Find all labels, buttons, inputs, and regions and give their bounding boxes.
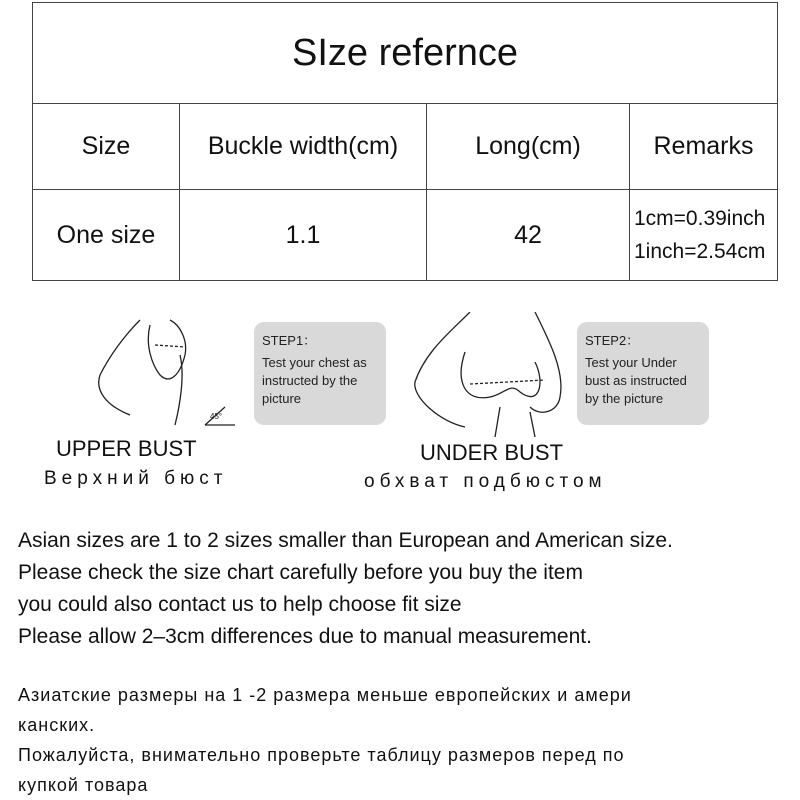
angle-label: 45° <box>210 412 223 421</box>
note-ru-1: Азиатские размеры на 1 -2 размера меньше европейских и амери <box>18 685 632 705</box>
note-ru-3: Пожалуйста, внимательно проверьте таблицу размеров перед по <box>18 745 625 765</box>
note-en-3: you could also contact us to help choose fit size <box>18 593 462 616</box>
cell-long: 42 <box>427 190 630 281</box>
remark-cm: 1cm=0.39inch <box>634 207 766 230</box>
english-notes <box>18 525 673 653</box>
table-title: SIze refernce <box>33 3 778 104</box>
under-bust-illustration <box>410 312 570 442</box>
note-ru-4: купкой товара <box>18 775 149 795</box>
step1-text: Test your chest as instructed by the picture <box>262 355 367 406</box>
step2-title: STEP2： <box>585 333 640 348</box>
cell-remarks <box>630 190 778 281</box>
size-table <box>32 2 778 281</box>
russian-notes <box>18 680 788 800</box>
step1-title: STEP1： <box>262 333 317 348</box>
upper-bust-label: UPPER BUST <box>56 436 197 461</box>
upper-bust-russian: Верхний бюст <box>44 468 228 489</box>
under-bust-label: UNDER BUST <box>420 440 564 465</box>
note-en-4: Please allow 2–3cm differences due to manual measurement. <box>18 625 592 648</box>
note-en-1: Asian sizes are 1 to 2 sizes smaller than European and American size. <box>18 529 673 552</box>
header-long: Long(cm) <box>427 104 630 190</box>
header-size: Size <box>33 104 180 190</box>
header-buckle-width: Buckle width(cm) <box>180 104 427 190</box>
step2-box <box>577 322 709 425</box>
note-en-2: Please check the size chart carefully before you buy the item <box>18 561 583 584</box>
note-ru-2: канских. <box>18 715 96 735</box>
under-bust-russian: обхват подбюстом <box>364 471 607 492</box>
header-remarks: Remarks <box>630 104 778 190</box>
step2-text: Test your Under bust as instructed by the picture <box>585 355 687 406</box>
cell-buckle: 1.1 <box>180 190 427 281</box>
step1-box <box>254 322 386 425</box>
cell-size: One size <box>33 190 180 281</box>
remark-inch: 1inch=2.54cm <box>634 240 766 263</box>
upper-bust-illustration <box>90 315 240 430</box>
